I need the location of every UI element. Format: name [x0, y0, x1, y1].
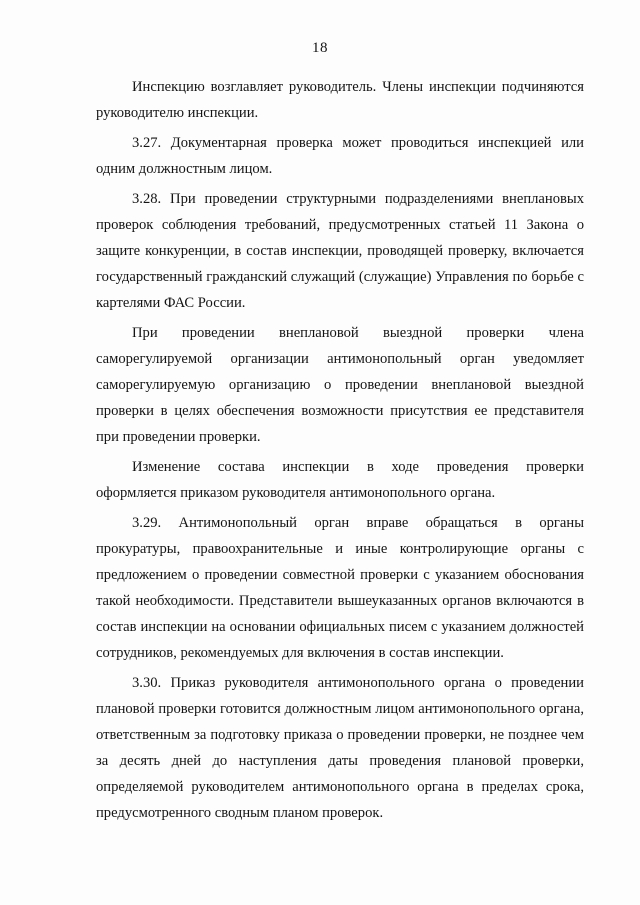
paragraph-3-30: 3.30. Приказ руководителя антимонопольного органа о проведении плановой проверки готовится должностным лицом антимонопольного органа, ответственным за подготовку приказа о проведении проверки, не позднее чем за десять дней до наступления даты проведения плановой проверки, определяемой руководителем антимонопольного органа в пределах срока, предусмотренного сводным планом проверок. — [96, 675, 584, 821]
paragraph-3-28: 3.28. При проведении структурными подразделениями внеплановых проверок соблюдения требований, предусмотренных статьей 11 Закона о защите конкуренции, в состав инспекции, проводящей проверку, включается государственный гражданский служащий (служащие) Управления по борьбе с картелями ФАС России. — [96, 191, 584, 311]
document-body — [96, 74, 584, 830]
paragraph-inspection-head: Инспекцию возглавляет руководитель. Члены инспекции подчиняются руководителю инспекции. — [96, 79, 584, 121]
paragraph-3-27: 3.27. Документарная проверка может проводиться инспекцией или одним должностным лицом. — [96, 135, 584, 177]
paragraph-3-29: 3.29. Антимонопольный орган вправе обращаться в органы прокуратуры, правоохранительные и иные контролирующие органы с предложением о проведении совместной проверки с указанием обоснования такой необходимости. Представители вышеуказанных органов включаются в состав инспекции на основании официальных писем с указанием должностей сотрудников, рекомендуемых для включения в состав инспекции. — [96, 515, 584, 661]
page-number: 18 — [312, 40, 328, 56]
paragraph-unscheduled-inspection: При проведении внеплановой выездной проверки члена саморегулируемой организации антимонопольный орган уведомляет саморегулируемую организацию о проведении внеплановой выездной проверки в целях обеспечения возможности присутствия ее представителя при проведении проверки. — [96, 325, 584, 445]
paragraph-inspection-change: Изменение состава инспекции в ходе проведения проверки оформляется приказом руководителя антимонопольного органа. — [96, 459, 584, 501]
